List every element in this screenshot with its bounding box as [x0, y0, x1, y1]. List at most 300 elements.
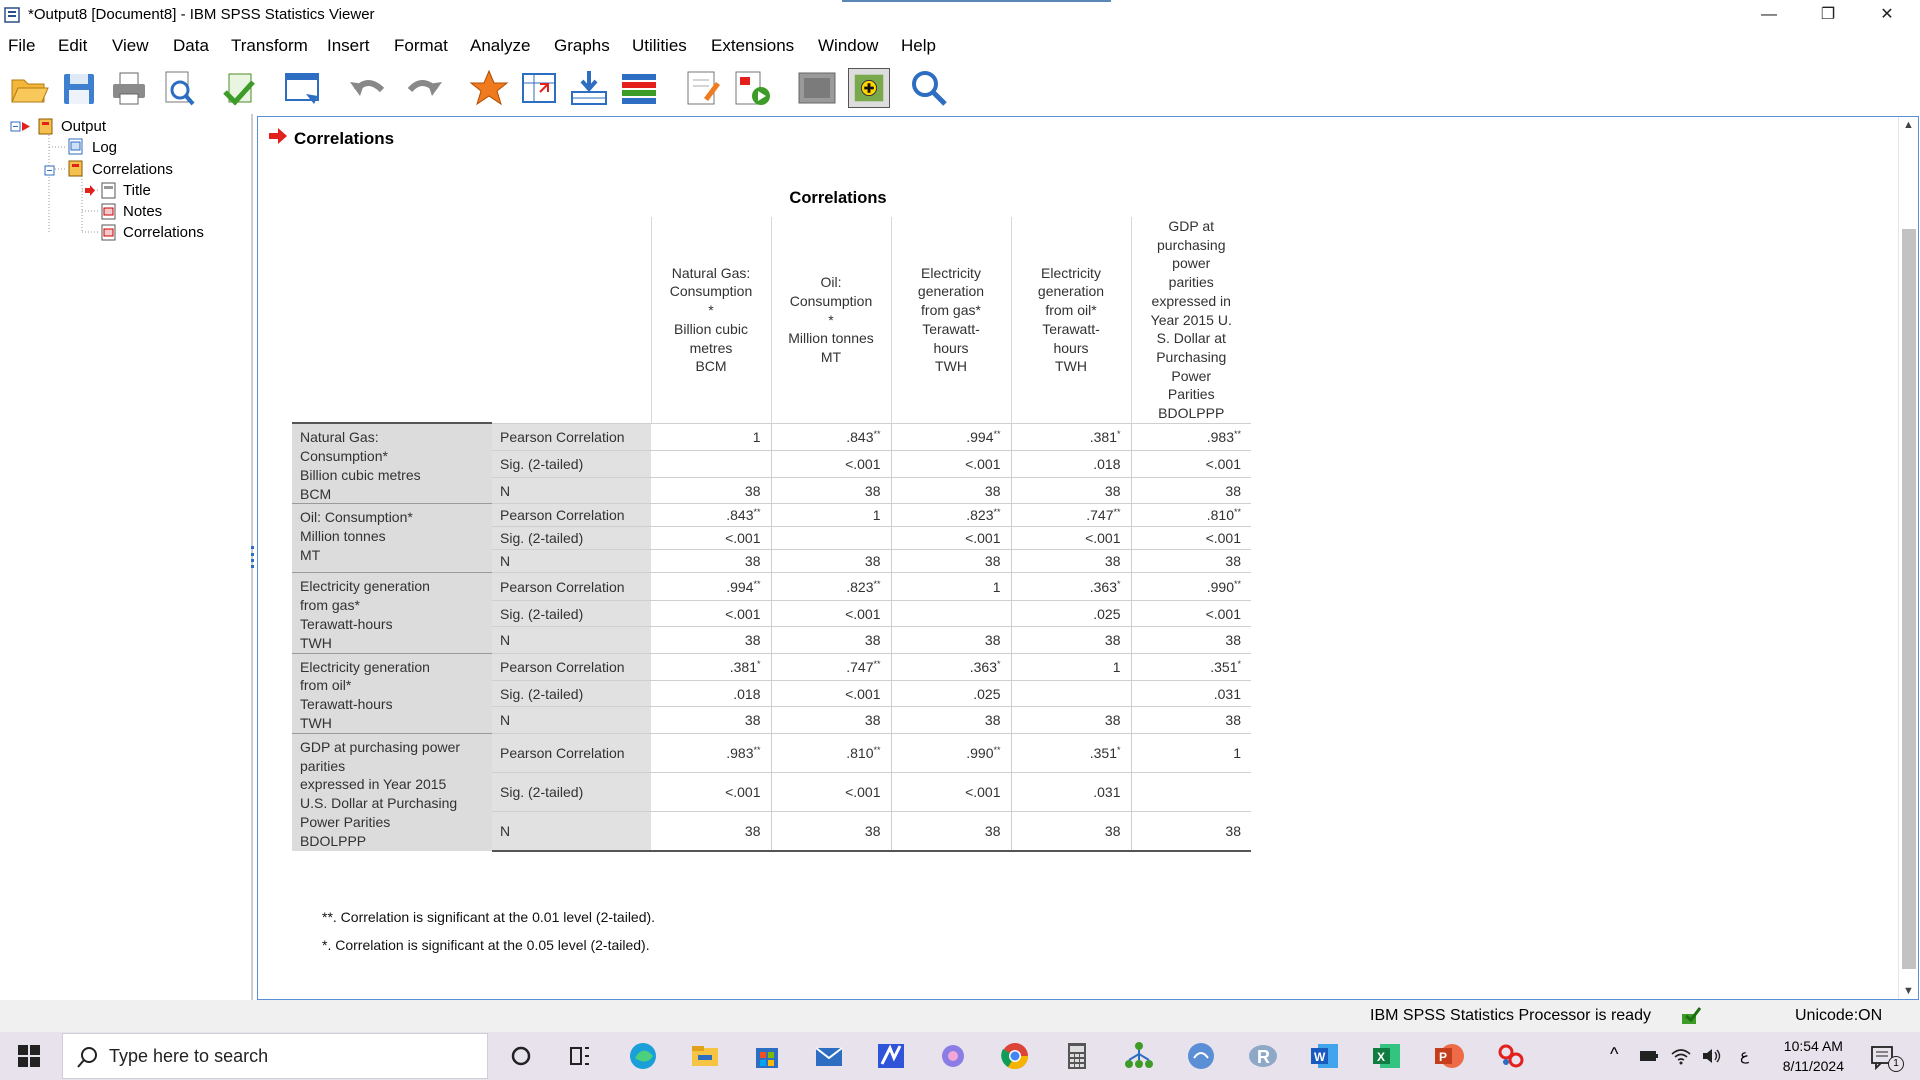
- redo-icon[interactable]: [404, 68, 446, 108]
- script-icon[interactable]: [732, 68, 774, 108]
- column-header-line: Million tonnes: [788, 330, 874, 347]
- table-cell[interactable]: [1011, 573, 1131, 600]
- table-cell[interactable]: <.001: [651, 527, 771, 550]
- table-cell[interactable]: <.001: [891, 527, 1011, 550]
- row-label-line: Terawatt-hours: [300, 696, 393, 713]
- column-header-line: generation: [1037, 283, 1105, 300]
- table-cell[interactable]: <.001: [1131, 451, 1251, 478]
- significance-marker: *: [1237, 658, 1241, 669]
- tree-item-correlations-table[interactable]: Correlations: [123, 224, 204, 241]
- table-title: Correlations: [789, 189, 887, 207]
- restore-button[interactable]: ❐: [1820, 6, 1836, 23]
- table-cell[interactable]: [651, 573, 771, 600]
- table-cell[interactable]: <.001: [771, 451, 891, 478]
- taskbar-search-box[interactable]: [62, 1033, 488, 1079]
- column-header-line: Purchasing: [1156, 348, 1227, 365]
- cell-value: 1: [1233, 744, 1241, 761]
- column-header-line: Power: [1171, 367, 1212, 384]
- column-header-line: Billion cubic: [674, 320, 748, 337]
- table-cell[interactable]: [771, 733, 891, 772]
- tree-item-title[interactable]: Title: [123, 182, 151, 199]
- cell-value: .990: [1206, 578, 1234, 595]
- scroll-down-icon[interactable]: ▼: [1903, 985, 1914, 997]
- correlations-book-icon: [67, 160, 84, 177]
- footnote-0.01: **. Correlation is significant at the 0.01 level (2-tailed).: [322, 909, 656, 925]
- column-header-line: MT: [820, 348, 842, 365]
- significance-marker: *: [1116, 429, 1121, 440]
- open-icon[interactable]: [8, 68, 50, 108]
- window-title: *Output8 [Document8] - IBM SPSS Statistics Viewer: [28, 6, 375, 23]
- cell-value: .363: [969, 658, 997, 675]
- close-button[interactable]: ✕: [1880, 6, 1894, 23]
- table-cell[interactable]: .018: [651, 681, 771, 707]
- print-preview-icon[interactable]: [158, 68, 200, 108]
- row-label-line: MT: [300, 547, 321, 564]
- table-cell[interactable]: 38: [771, 707, 891, 733]
- table-cell[interactable]: 38: [1011, 627, 1131, 653]
- column-header-line: GDP at: [1168, 218, 1215, 234]
- goto-variable-icon[interactable]: [568, 68, 610, 108]
- table-cell[interactable]: .018: [1011, 451, 1131, 478]
- column-header-line: Electricity: [1041, 264, 1101, 281]
- word-icon[interactable]: [1308, 1040, 1342, 1072]
- row-label-line: TWH: [300, 634, 332, 651]
- significance-marker: **: [873, 744, 881, 755]
- table-cell[interactable]: 38: [651, 627, 771, 653]
- table-cell[interactable]: [771, 653, 891, 680]
- title-bar: [0, 0, 1920, 30]
- statistic-label: Pearson Correlation: [492, 423, 651, 451]
- cell-value: .983: [1206, 429, 1234, 446]
- correlations-pivot-table[interactable]: [292, 217, 1251, 852]
- collapse-output-icon[interactable]: [10, 118, 40, 135]
- table-cell[interactable]: .031: [1011, 772, 1131, 811]
- cell-value: 1: [1112, 658, 1121, 675]
- selected-arrow-icon: [84, 182, 96, 199]
- significance-marker: **: [1233, 507, 1241, 518]
- volume-icon[interactable]: [1700, 1046, 1722, 1066]
- collapse-correlations-icon[interactable]: [42, 162, 59, 179]
- statistic-label: N: [492, 477, 651, 504]
- significance-marker: **: [873, 429, 881, 440]
- print-icon[interactable]: [108, 68, 150, 108]
- table-cell[interactable]: [891, 733, 1011, 772]
- cell-value: .823: [966, 507, 994, 524]
- significance-marker: **: [993, 744, 1001, 755]
- column-header-line: Terawatt-: [1042, 320, 1100, 337]
- column-header: [891, 217, 1011, 423]
- table-cell[interactable]: [651, 423, 771, 451]
- table-cell[interactable]: <.001: [771, 772, 891, 811]
- clock-date: 8/11/2024: [1782, 1058, 1844, 1074]
- toggle-icon[interactable]: [796, 68, 838, 108]
- table-cell[interactable]: 38: [771, 811, 891, 850]
- row-label-line: BDOLPPP: [300, 832, 367, 849]
- table-cell[interactable]: [1011, 504, 1131, 527]
- save-icon[interactable]: [58, 68, 100, 108]
- significance-marker: *: [1116, 744, 1121, 755]
- menu-insert[interactable]: Insert: [327, 36, 370, 55]
- cell-value: .363: [1089, 578, 1117, 595]
- svg-text:X: X: [1377, 1050, 1386, 1064]
- table-cell[interactable]: .031: [1131, 681, 1251, 707]
- menu-window[interactable]: Window: [818, 36, 879, 55]
- cell-value: .983: [726, 744, 754, 761]
- column-header-line: Consumption: [669, 283, 753, 300]
- correlations-table[interactable]: [292, 217, 1251, 852]
- column-header-line: *: [828, 311, 834, 328]
- windows-taskbar: [0, 1032, 1920, 1080]
- table-cell[interactable]: 38: [891, 550, 1011, 573]
- cell-value: .810: [846, 744, 874, 761]
- significance-marker: **: [1233, 578, 1241, 589]
- table-cell[interactable]: <.001: [651, 772, 771, 811]
- table-cell[interactable]: <.001: [891, 451, 1011, 478]
- output-heading[interactable]: Correlations: [294, 129, 395, 148]
- column-header-line: hours: [1053, 339, 1089, 356]
- taskbar-clock[interactable]: [1783, 1036, 1844, 1076]
- row-label-line: U.S. Dollar at Purchasing: [300, 795, 458, 812]
- table-cell[interactable]: 38: [651, 707, 771, 733]
- table-cell[interactable]: 38: [891, 811, 1011, 850]
- row-label-line: GDP at purchasing power: [300, 738, 461, 755]
- statistic-label: Pearson Correlation: [492, 573, 651, 600]
- store-icon[interactable]: [750, 1040, 784, 1072]
- cell-value: .747: [1086, 507, 1114, 524]
- table-cell[interactable]: [1011, 681, 1131, 707]
- table-cell[interactable]: [1011, 733, 1131, 772]
- footnote-0.05: *. Correlation is significant at the 0.05 level (2-tailed).: [322, 937, 650, 953]
- table-cell[interactable]: [651, 504, 771, 527]
- r-icon[interactable]: [1246, 1040, 1280, 1072]
- menu-view[interactable]: View: [112, 36, 149, 55]
- table-cell[interactable]: 38: [1011, 707, 1131, 733]
- table-cell[interactable]: 38: [651, 550, 771, 573]
- cell-value: 1: [752, 429, 761, 446]
- table-cell[interactable]: 38: [771, 550, 891, 573]
- battery-icon[interactable]: [1638, 1046, 1660, 1066]
- table-cell[interactable]: <.001: [771, 681, 891, 707]
- column-header-line: BDOLPPP: [1158, 405, 1225, 422]
- menu-analyze[interactable]: Analyze: [470, 36, 531, 55]
- windows-start-icon[interactable]: [18, 1045, 40, 1067]
- table-cell[interactable]: 38: [771, 477, 891, 504]
- table-cell[interactable]: 38: [1131, 707, 1251, 733]
- wifi-icon[interactable]: [1670, 1046, 1692, 1066]
- cell-value: .351: [1210, 658, 1238, 675]
- column-header-line: metres: [689, 339, 733, 356]
- spss-viewer-icon: [4, 6, 22, 24]
- row-group-label: [292, 733, 492, 850]
- menu-bar: [0, 30, 1920, 62]
- goto-case-icon[interactable]: [518, 68, 560, 108]
- table-cell[interactable]: [1011, 423, 1131, 451]
- table-page-icon: [100, 224, 117, 241]
- row-label-line: Natural Gas:: [300, 429, 379, 446]
- minimize-button[interactable]: —: [1761, 6, 1777, 23]
- column-header-line: Terawatt-: [922, 320, 980, 337]
- table-cell[interactable]: [1131, 733, 1251, 772]
- input-language[interactable]: ع: [1740, 1047, 1749, 1064]
- cortana-icon[interactable]: [504, 1040, 538, 1072]
- tree-item-log[interactable]: Log: [92, 139, 118, 156]
- row-group-label: [292, 504, 492, 573]
- column-header-line: Oil:: [820, 274, 842, 291]
- cell-value: .994: [726, 578, 754, 595]
- table-cell[interactable]: [1131, 573, 1251, 600]
- column-header-line: Consumption: [789, 292, 873, 309]
- table-cell[interactable]: 38: [1131, 811, 1251, 850]
- search-placeholder: Type here to search: [109, 1046, 269, 1066]
- excel-icon[interactable]: [1370, 1040, 1404, 1072]
- notes-page-icon: [100, 203, 117, 220]
- significance-marker: *: [996, 658, 1001, 669]
- row-label-line: Oil: Consumption*: [300, 509, 413, 526]
- title-tab-indicator: [842, 0, 1111, 2]
- output-book-icon: [37, 118, 54, 135]
- search-icon[interactable]: [908, 68, 950, 108]
- table-cell[interactable]: 38: [1011, 477, 1131, 504]
- table-cell[interactable]: [891, 600, 1011, 626]
- statistic-label: Sig. (2-tailed): [492, 451, 651, 478]
- outline-pane: [0, 114, 252, 1000]
- menu-help[interactable]: Help: [901, 36, 936, 55]
- table-cell[interactable]: 38: [651, 811, 771, 850]
- log-icon: [67, 138, 84, 155]
- column-header-line: purchasing: [1157, 236, 1226, 253]
- search-magnifier-icon: [77, 1046, 99, 1068]
- table-cell[interactable]: <.001: [1131, 600, 1251, 626]
- menu-utilities[interactable]: Utilities: [632, 36, 687, 55]
- export-icon[interactable]: [219, 68, 261, 108]
- column-header: [1131, 217, 1251, 423]
- column-header-line: S. Dollar at: [1156, 330, 1226, 347]
- statistic-label: Sig. (2-tailed): [492, 527, 651, 550]
- edge-icon[interactable]: [626, 1040, 660, 1072]
- table-cell[interactable]: [1011, 653, 1131, 680]
- row-label-line: Electricity generation: [300, 578, 430, 595]
- column-header: [771, 217, 891, 423]
- cell-value: .351: [1089, 744, 1117, 761]
- cell-value: .381: [729, 658, 757, 675]
- table-cell[interactable]: [891, 423, 1011, 451]
- row-label-line: BCM: [300, 485, 332, 502]
- table-cell[interactable]: <.001: [891, 772, 1011, 811]
- cell-value: .990: [966, 744, 994, 761]
- row-label-line: TWH: [300, 715, 332, 731]
- menu-file[interactable]: File: [8, 36, 36, 55]
- table-cell[interactable]: <.001: [771, 600, 891, 626]
- menu-format[interactable]: Format: [394, 36, 448, 55]
- column-header-line: TWH: [935, 358, 967, 375]
- variables-icon[interactable]: [618, 68, 660, 108]
- significance-marker: **: [873, 578, 881, 589]
- table-cell[interactable]: [1131, 423, 1251, 451]
- menu-graphs[interactable]: Graphs: [554, 36, 610, 55]
- row-label-line: from gas*: [300, 597, 360, 614]
- table-row: [292, 423, 1251, 451]
- svg-text:P: P: [1439, 1050, 1448, 1064]
- table-cell[interactable]: 38: [891, 477, 1011, 504]
- cell-value: 1: [872, 507, 881, 524]
- table-cell[interactable]: [771, 573, 891, 600]
- table-row: [292, 504, 1251, 527]
- table-cell[interactable]: 38: [1011, 811, 1131, 850]
- svg-text:R: R: [1257, 1047, 1270, 1067]
- table-cell[interactable]: 38: [1131, 627, 1251, 653]
- task-view-icon[interactable]: [563, 1040, 597, 1072]
- cell-value: .747: [846, 658, 874, 675]
- table-cell[interactable]: 38: [1131, 550, 1251, 573]
- mail-icon[interactable]: [812, 1040, 846, 1072]
- significance-marker: *: [1116, 578, 1121, 589]
- significance-marker: **: [1233, 429, 1241, 440]
- column-header-line: power: [1172, 255, 1211, 272]
- notification-count-badge: 1: [1888, 1056, 1904, 1072]
- statistic-label: N: [492, 707, 651, 733]
- cell-value: .843: [846, 429, 874, 446]
- statistic-label: Sig. (2-tailed): [492, 772, 651, 811]
- significance-marker: **: [1113, 507, 1121, 518]
- significance-marker: **: [873, 658, 881, 669]
- table-cell[interactable]: 38: [1011, 550, 1131, 573]
- show-hidden-icons[interactable]: ^: [1610, 1044, 1619, 1064]
- processor-status: IBM SPSS Statistics Processor is ready: [1370, 1007, 1651, 1024]
- table-cell[interactable]: [771, 504, 891, 527]
- row-label-line: expressed in Year 2015: [300, 776, 447, 793]
- math-app-icon[interactable]: [874, 1040, 908, 1072]
- table-cell[interactable]: [1131, 504, 1251, 527]
- insert-icon[interactable]: [848, 68, 890, 108]
- row-label-line: parities: [300, 757, 346, 774]
- spss-icon[interactable]: [1184, 1040, 1218, 1072]
- column-header-line: hours: [933, 339, 969, 356]
- tree-item-notes[interactable]: Notes: [123, 203, 163, 220]
- statistic-label: Pearson Correlation: [492, 653, 651, 680]
- chrome-icon[interactable]: [998, 1040, 1032, 1072]
- column-header-line: TWH: [1055, 358, 1087, 375]
- scrollbar-thumb[interactable]: [1902, 229, 1916, 969]
- menu-transform[interactable]: Transform: [231, 36, 308, 55]
- table-header-row: [292, 217, 1251, 423]
- scroll-up-icon[interactable]: ▲: [1903, 119, 1914, 131]
- menu-data[interactable]: Data: [173, 36, 209, 55]
- statistic-label: Sig. (2-tailed): [492, 681, 651, 707]
- row-label-line: Million tonnes: [300, 528, 386, 545]
- cell-value: .994: [966, 429, 994, 446]
- cell-value: .810: [1206, 507, 1234, 524]
- column-header: [651, 217, 771, 423]
- network-app-icon[interactable]: [1122, 1040, 1156, 1072]
- splitter-grip[interactable]: [251, 546, 255, 568]
- table-cell[interactable]: 38: [651, 477, 771, 504]
- column-header-line: from gas*: [921, 302, 981, 319]
- copilot-icon[interactable]: [936, 1040, 970, 1072]
- significance-marker: **: [993, 429, 1001, 440]
- tree-item-output[interactable]: Output: [61, 118, 107, 135]
- table-cell[interactable]: [891, 573, 1011, 600]
- statistic-label: Pearson Correlation: [492, 733, 651, 772]
- table-cell[interactable]: [771, 527, 891, 550]
- table-cell[interactable]: <.001: [1131, 527, 1251, 550]
- table-cell[interactable]: 38: [891, 707, 1011, 733]
- table-cell[interactable]: 38: [771, 627, 891, 653]
- tree-item-correlations[interactable]: Correlations: [92, 161, 173, 178]
- row-label-line: Electricity generation: [300, 658, 430, 675]
- statistic-label: Pearson Correlation: [492, 504, 651, 527]
- column-header-line: Parities: [1167, 386, 1215, 403]
- goto-data-icon[interactable]: [468, 68, 510, 108]
- heading-arrow-icon: [268, 127, 288, 145]
- file-explorer-icon[interactable]: [688, 1040, 722, 1072]
- column-header-line: Electricity: [921, 264, 981, 281]
- table-row: [292, 733, 1251, 772]
- recall-dialog-icon[interactable]: [282, 68, 324, 108]
- table-cell[interactable]: [1131, 772, 1251, 811]
- table-cell[interactable]: <.001: [1011, 527, 1131, 550]
- menu-edit[interactable]: Edit: [58, 36, 88, 55]
- row-label-line: Consumption*: [300, 448, 388, 465]
- column-header-line: expressed in: [1151, 292, 1231, 309]
- column-header: [1011, 217, 1131, 423]
- column-header-line: parities: [1168, 274, 1214, 291]
- significance-marker: *: [756, 658, 761, 669]
- statistic-label: N: [492, 811, 651, 850]
- table-row: [292, 573, 1251, 600]
- table-cell[interactable]: [651, 733, 771, 772]
- cell-value: 1: [992, 578, 1001, 595]
- processor-ready-icon: [1680, 1006, 1702, 1026]
- row-label-line: from oil*: [300, 677, 352, 694]
- table-cell[interactable]: .025: [891, 681, 1011, 707]
- table-cell[interactable]: [651, 653, 771, 680]
- column-header-line: generation: [917, 283, 985, 300]
- app2-icon[interactable]: [1494, 1040, 1528, 1072]
- table-cell[interactable]: [651, 451, 771, 478]
- table-cell[interactable]: [891, 504, 1011, 527]
- powerpoint-icon[interactable]: [1432, 1040, 1466, 1072]
- cell-value: .843: [726, 507, 754, 524]
- table-row: [292, 653, 1251, 680]
- table-cell[interactable]: 38: [1131, 477, 1251, 504]
- clock-time: 10:54 AM: [1783, 1038, 1843, 1054]
- output-content-pane: [257, 116, 1919, 1000]
- calculator-icon[interactable]: [1060, 1040, 1094, 1072]
- column-header-line: from oil*: [1045, 302, 1097, 319]
- significance-marker: **: [753, 507, 761, 518]
- table-cell[interactable]: [1131, 653, 1251, 680]
- table-cell[interactable]: <.001: [651, 600, 771, 626]
- menu-extensions[interactable]: Extensions: [711, 36, 795, 55]
- designate-window-icon[interactable]: [682, 68, 724, 108]
- table-cell[interactable]: .025: [1011, 600, 1131, 626]
- table-cell[interactable]: 38: [891, 627, 1011, 653]
- table-cell[interactable]: [771, 423, 891, 451]
- cell-value: .823: [846, 578, 874, 595]
- row-group-label: [292, 573, 492, 653]
- undo-icon[interactable]: [346, 68, 388, 108]
- toolbar: [0, 62, 1920, 114]
- row-label-line: Power Parities: [300, 813, 391, 830]
- table-cell[interactable]: [891, 653, 1011, 680]
- column-header-line: *: [708, 302, 714, 319]
- statistic-label: N: [492, 627, 651, 653]
- significance-marker: **: [993, 507, 1001, 518]
- cell-value: .381: [1089, 429, 1117, 446]
- title-page-icon: [100, 182, 117, 199]
- vertical-scrollbar[interactable]: [1898, 117, 1918, 999]
- row-group-label: [292, 653, 492, 733]
